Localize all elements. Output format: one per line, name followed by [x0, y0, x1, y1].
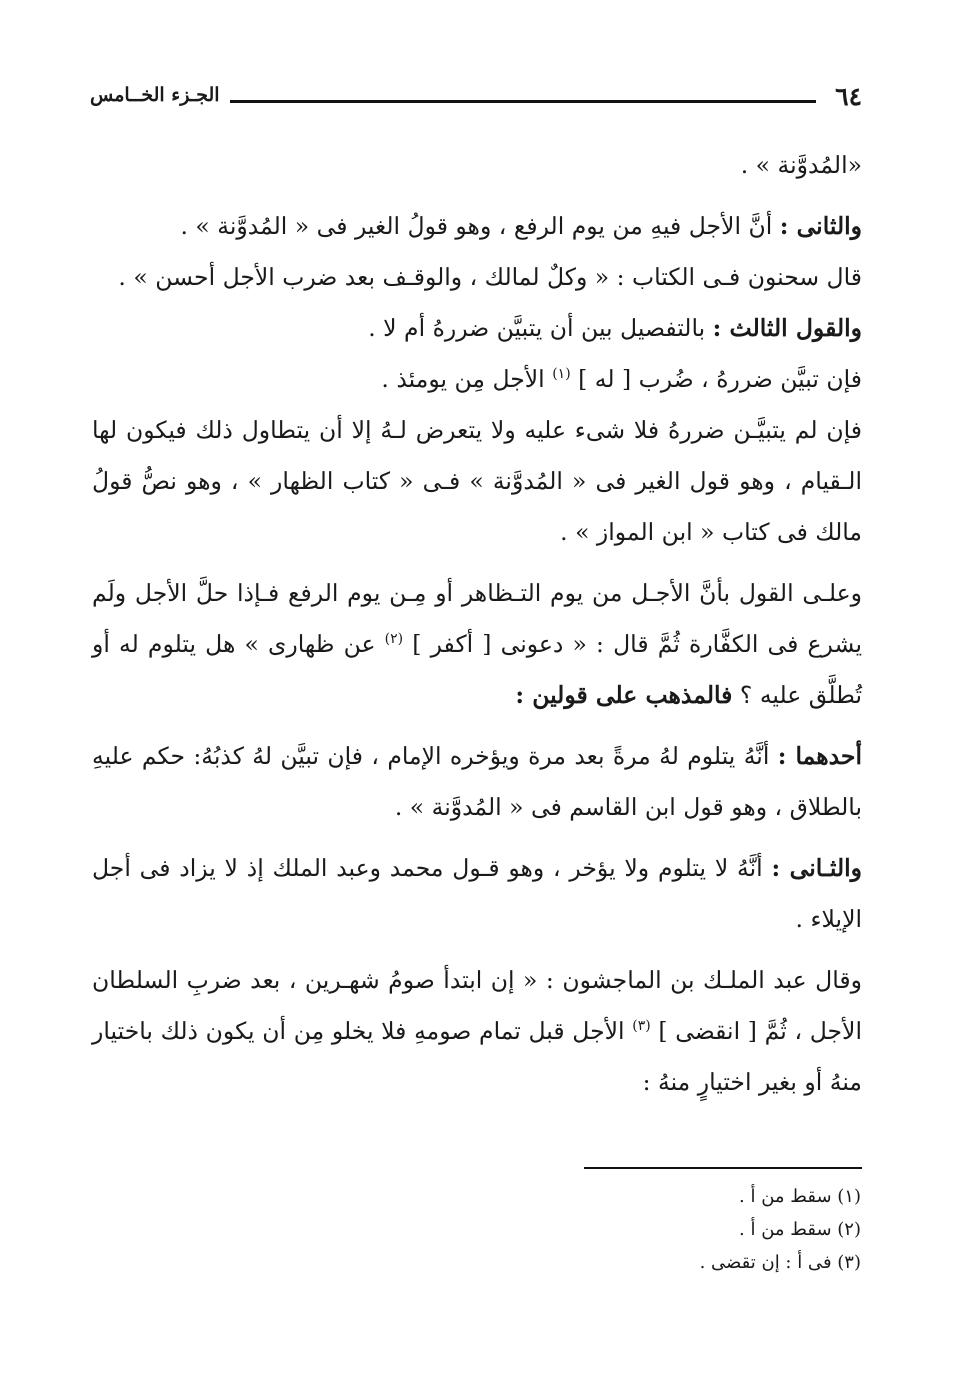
- footnote-1: (١) سقط من أ .: [739, 1186, 861, 1207]
- paragraph-1: «المُدوَّنة » .: [740, 151, 862, 179]
- page-number: ٦٤: [835, 82, 862, 111]
- paragraph-8: أحدهما : أنَّهُ يتلوم لهُ مرةً بعد مرة ويؤخره الإمام ، فإن تبيَّن لهُ كذبُهُ: حكم عليهِ بالطلاق ، وهو قول ابن القاسم فى « المُدوَّنة » .: [92, 742, 862, 821]
- paragraph-5: فإن تبيَّن ضررهُ ، ضُرب [ له ] $^{(١)}$ الأجل مِن يومئذ .: [381, 365, 862, 393]
- footnote-ref-1: (١): [552, 366, 571, 383]
- footnote-rule: [584, 1167, 862, 1169]
- paragraph-10: وقال عبد الملـك بن الماجشون : « إن ابتدأ صومُ شهـرين ، بعد ضربِ السلطان الأجل ، ثُمَّ [ انقضى ] $^{(٣)}$ الأجل قبل تمام صومهِ فلا يخلو مِن أن يكون ذلك باختيار منهُ أو بغير اختيارٍ منهُ :: [92, 966, 862, 1096]
- paragraph-3: قال سحنون فـى الكتاب : « وكلٌ لمالك ، والوقـف بعد ضرب الأجل أحسن » .: [118, 263, 862, 291]
- paragraph-9: والثـانى : أنَّهُ لا يتلوم ولا يؤخر ، وهو قـول محمد وعبد الملك إذ لا يزاد فى أجل الإيلاء .: [92, 854, 862, 933]
- footnote-3: (٣) فى أ : إن تقضى .: [699, 1252, 861, 1273]
- footnote-2: (٢) سقط من أ .: [739, 1219, 861, 1240]
- footnotes: [461, 1180, 861, 1279]
- footnote-ref-3: (٣): [632, 1018, 651, 1035]
- page-header: [90, 80, 862, 120]
- paragraph-4: والقول الثالث : بالتفصيل بين أن يتبيَّن ضررهُ أم لا .: [368, 314, 862, 342]
- main-text: [92, 140, 862, 1108]
- paragraph-7: وعلـى القول بأنَّ الأجـل من يوم التـظاهر أو مِـن يوم الرفع فـإذا حلَّ الأجل ولَم يشرع فى الكفَّارة ثُمَّ قال : « دعونى [ أكفر ] $^{(٢)}$ عن ظهارى » هل يتلوم له أو تُطلَّق عليه ؟ فالمذهب على قولين :: [92, 579, 862, 709]
- footnote-ref-2: (٢): [384, 631, 404, 648]
- paragraph-6: فإن لم يتبيَّـن ضررهُ فلا شىء عليه ولا يتعرض لـهُ إلا أن يتطاول ذلك فيكون لها الـقيام ، وهو قول الغير فى « المُدوَّنة » فـى « كتاب الظهار » ، وهو نصُّ قولُ مالك فى كتاب « ابن المواز » .: [92, 416, 862, 546]
- running-title: الجـزء الخــامس: [90, 84, 220, 106]
- header-rule: [230, 100, 816, 103]
- paragraph-2: والثانى : أنَّ الأجل فيهِ من يوم الرفع ، وهو قولُ الغير فى « المُدوَّنة » .: [180, 212, 862, 240]
